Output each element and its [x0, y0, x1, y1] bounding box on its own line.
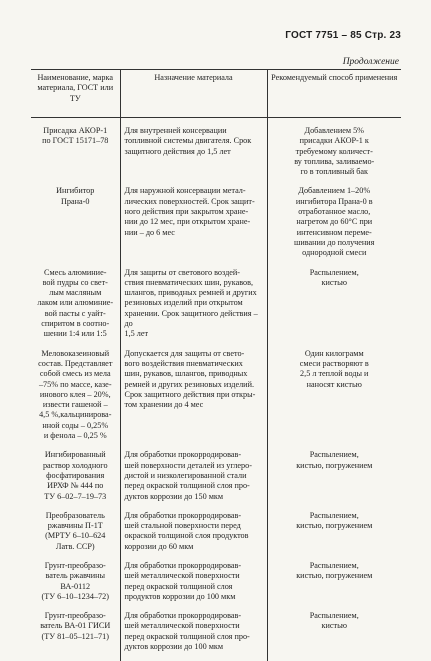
running-header: ГОСТ 7751 – 85 Стр. 23 — [285, 30, 401, 41]
application-method: Добавлением 5% присадки АКОР-1 к требуемому количест- ву топлива, заливаемо- го в топливный бак — [267, 118, 401, 187]
application-method: Распылением, кистью, погружением — [267, 511, 401, 561]
material-name: Преобразователь ржавчины П-1Т (МРТУ 6–10–624 Латв. ССР) — [45, 510, 106, 551]
continuation-label: Продолжение — [342, 57, 399, 67]
table-row — [31, 349, 401, 451]
application-method: Добавлением 1–20% ингибитора Прана-0 в отработанное масло, нагретом до 60°С при интенсивном переме- шивании до получения однородной смеси — [267, 186, 401, 267]
material-purpose: Для обработки прокорродировав- шей металлической поверхности перед окраской толщиной слоя про- дуктов коррозии до 100 мкм — [120, 611, 267, 661]
material-name: Ингибитор Прана-0 — [56, 186, 95, 206]
material-name: Присадка АКОР-1 по ГОСТ 15171–78 — [42, 126, 109, 146]
material-name: Смесь алюминие- вой пудры со свет- лым масляным лаком или алюминие- вой пасты с уайт- спиритом в соотно- шении 1:4 или 1:5 — [37, 267, 114, 339]
table-row — [31, 511, 401, 561]
application-method: Распылением, кистью, погружением — [267, 561, 401, 611]
application-method: Распылением, кистью, погружением — [267, 450, 401, 510]
table-row — [31, 450, 401, 510]
material-name: Грунт-преобразо- ватель ржавчины ВА-0112 (ТУ 6–10–1234–72) — [41, 560, 109, 601]
table-row — [31, 118, 401, 187]
materials-table — [31, 69, 401, 661]
application-method: Распылением, кистью — [267, 611, 401, 661]
material-purpose: Для защиты от светового воздей- ствия пневматических шин, рукавов, шлангов, приводных ремней и других резиновых изделий при открытом хранении. Срок защитного действия – до 1,5 лет — [120, 268, 267, 349]
table-row — [31, 611, 401, 661]
column-header-purpose: Назначение материала — [120, 70, 267, 118]
column-header-application: Рекомендуемый способ применения — [267, 70, 401, 118]
table-row — [31, 268, 401, 349]
table-header-row — [31, 70, 401, 118]
material-purpose: Для обработки прокорродировав- шей металлической поверхности перед окраской толщиной слоя продуктов коррозии до 100 мкм — [120, 561, 267, 611]
table-row — [31, 561, 401, 611]
application-method: Распылением, кистью — [267, 268, 401, 349]
material-name: Меловоказеиновый состав. Представляет собой смесь из мела –75% по массе, казе- инового клея – 20%, извести гашеной – 4,5 %,кальцинирова- нной соды – 0,25% и фенола – 0,25 % — [38, 348, 113, 441]
material-purpose: Для обработки прокорродировав- шей поверхности деталей из углеро- дистой и низколегированной стали перед окраской толщиной слоя про- дуктов коррозии до 150 мкм — [120, 450, 267, 510]
material-purpose: Для наружной консервации метал- лических поверхностей. Срок защит- ного действия при закрытом хране- нии до 12 мес, при открытом хране- нии – до 6 мес — [120, 186, 267, 267]
material-purpose: Для обработки прокорродировав- шей стальной поверхности перед окраской толщиной слоя продуктов коррозии до 60 мкм — [120, 511, 267, 561]
material-purpose: Для внутренней консервации топливной системы двигателя. Срок защитного действия до 1,5 лет — [120, 118, 267, 187]
material-name: Грунт-преобразо- ватель ВА-01 ГИСИ (ТУ 81–05–121–71) — [40, 611, 111, 641]
material-purpose: Допускается для защиты от свето- вого воздействия пневматических шин, рукавов, шлангов, приводных ремней и других резиновых изделий. Срок защитного действия при откры- том хранении до 4 мес — [120, 349, 267, 451]
table-row — [31, 186, 401, 267]
material-name: Ингибированный раствор холодного фосфатирования ИРХФ № 444 по ТУ 6–02–7–19–73 — [42, 450, 108, 501]
column-header-name: Наименование, марка материала, ГОСТ или ТУ — [31, 70, 120, 118]
application-method: Один килограмм смеси растворяют в 2,5 л теплой воды и наносят кистью — [267, 349, 401, 451]
